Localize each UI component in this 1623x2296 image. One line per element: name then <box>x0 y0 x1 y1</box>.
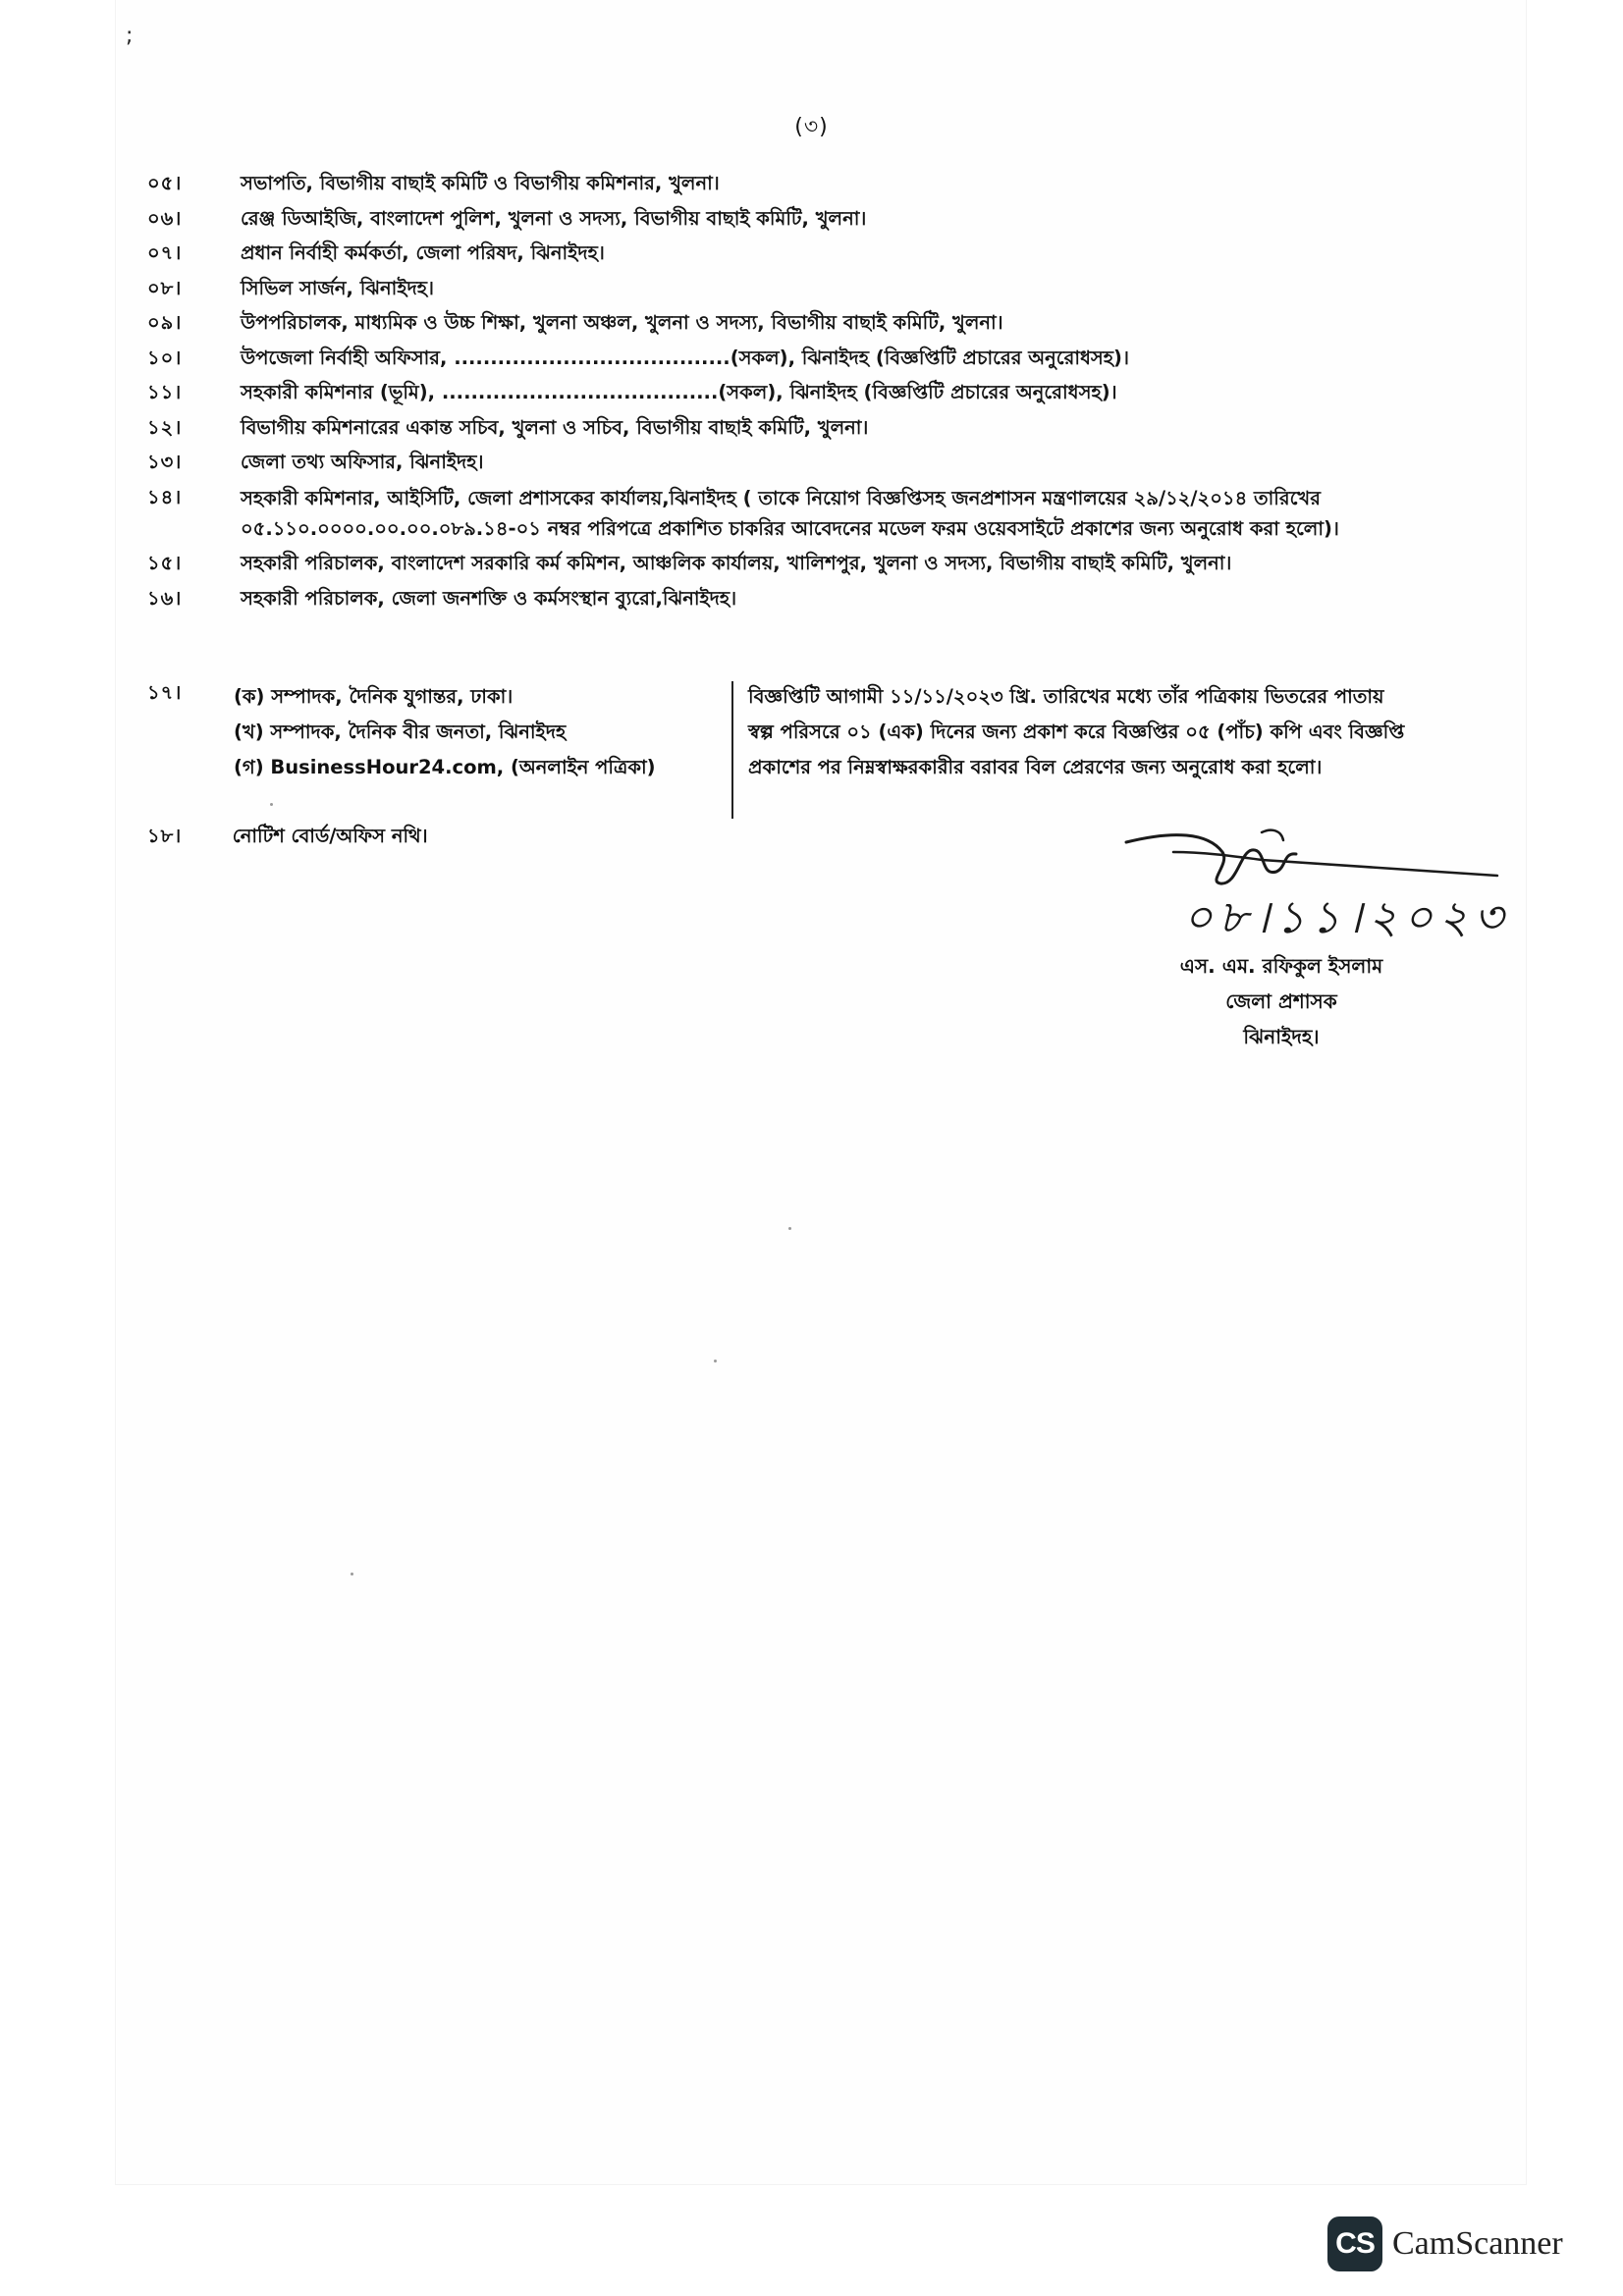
item-number: ১৫। <box>147 552 183 574</box>
list-item <box>147 413 1424 443</box>
item-number: ১৮। <box>147 825 183 847</box>
item-text: নোটিশ বোর্ড/অফিস নথি। <box>232 825 428 847</box>
item-number: ০৬। <box>147 206 183 230</box>
item-number: ১৪। <box>147 485 183 508</box>
corner-mark: ; <box>126 24 134 48</box>
item-text: জেলা তথ্য অফিসার, ঝিনাইদহ। <box>241 451 484 473</box>
item-text: সহকারী পরিচালক, বাংলাদেশ সরকারি কর্ম কমিশন, আঞ্চলিক কার্যালয়, খালিশপুর, খুলনা ও সদস্য, বিভাগীয় বাছাই কমিটি, খুলনা। <box>241 552 1232 574</box>
list-item <box>147 378 1424 407</box>
item-text: রেঞ্জ ডিআইজি, বাংলাদেশ পুলিশ, খুলনা ও সদস্য, বিভাগীয় বাছাই কমিটি, খুলনা। <box>241 206 867 230</box>
item-text: সিভিল সার্জন, ঝিনাইদহ। <box>241 276 434 299</box>
camscanner-logo-icon: CS <box>1327 2216 1382 2271</box>
newspaper-item: (গ) BusinessHour24.com, (অনলাইন পত্রিকা) <box>234 756 656 778</box>
list-item <box>147 308 1424 338</box>
list-item <box>147 448 1424 477</box>
item-number: ১৩। <box>147 451 183 473</box>
newspaper-item: (খ) সম্পাদক, দৈনিক বীর জনতা, ঝিনাইদহ <box>234 721 567 743</box>
scan-speck <box>351 1573 353 1575</box>
list-item <box>147 169 1424 198</box>
scan-speck <box>270 803 273 806</box>
item-number: ০৮। <box>147 276 183 299</box>
item-text: প্রধান নির্বাহী কর্মকর্তা, জেলা পরিষদ, ঝিনাইদহ। <box>241 241 605 264</box>
item-number: ১০। <box>147 346 183 369</box>
item-text: বিভাগীয় কমিশনারের একান্ত সচিব, খুলনা ও সচিব, বিভাগীয় বাছাই কমিটি, খুলনা। <box>241 415 869 439</box>
item-text: উপজেলা নির্বাহী অফিসার, ......................................(সকল), ঝিনাইদহ (বিজ্ঞপ্তিটি প্রচারের অনুরোধসহ)। <box>241 346 1129 369</box>
distribution-list <box>147 169 1424 618</box>
item-text: সহকারী পরিচালক, জেলা জনশক্তি ও কর্মসংস্থান ব্যুরো,ঝিনাইদহ। <box>241 586 737 610</box>
publication-instruction: বিজ্ঞপ্তিটি আগামী ১১/১১/২০২৩ খ্রি. তারিখের মধ্যে তাঁর পত্রিকায় ভিতরের পাতায় স্বল্প পরিসরে ০১ (এক) দিনের জন্য প্রকাশ করে বিজ্ঞপ্তির ০৫ (পাঁচ) কপি এবং বিজ্ঞপ্তি প্রকাশের পর নিম্নস্বাক্ষরকারীর বরাবর বিল প্রেরণের জন্য অনুরোধ করা হলো। <box>748 685 1405 778</box>
list-item <box>147 483 1424 544</box>
item-number: ০৭। <box>147 241 183 264</box>
item-text: সহকারী কমিশনার, আইসিটি, জেলা প্রশাসকের কার্যালয়,ঝিনাইদহ ( তাকে নিয়োগ বিজ্ঞপ্তিসহ জনপ্রশাসন মন্ত্রণালয়ের ২৯/১২/২০১৪ তারিখের ০৫.১১০.০০০০.০০.০০.০৮৯.১৪-০১ নম্বর পরিপত্রে প্রকাশিত চাকরির আবেদনের মডেল ফরম ওয়েবসাইটে প্রকাশের জন্য অনুরোধ করা হলো)। <box>241 486 1339 540</box>
signatory-designation: জেলা প্রশাসক <box>1225 989 1337 1013</box>
list-item <box>147 823 428 854</box>
camscanner-badge <box>1327 2217 1563 2270</box>
signature-date: ০৮।১১।২০২৩ <box>1183 890 1509 943</box>
item-number: ০৯। <box>147 311 183 334</box>
signatory-name: এস. এম. রফিকুল ইসলাম <box>1179 954 1383 978</box>
vertical-divider <box>731 681 733 819</box>
list-item <box>147 274 1424 303</box>
item-text: সভাপতি, বিভাগীয় বাছাই কমিটি ও বিভাগীয় কমিশনার, খুলনা। <box>241 172 720 194</box>
item-number: ০৫। <box>147 172 183 194</box>
page-number: (৩) <box>794 115 829 139</box>
item-number: ১২। <box>147 415 183 439</box>
scan-speck <box>714 1360 717 1362</box>
signatory-location: ঝিনাইদহ। <box>1243 1025 1320 1048</box>
item-number: ১৭। <box>147 681 183 704</box>
item-text: সহকারী কমিশনার (ভূমি), ......................................(সকল), ঝিনাইদহ (বিজ্ঞপ্তিটি প্রচারের অনুরোধসহ)। <box>241 381 1117 403</box>
list-item <box>147 344 1424 373</box>
signatory-block <box>1119 948 1414 1054</box>
camscanner-name: CamScanner <box>1392 2225 1563 2262</box>
list-item <box>147 204 1424 234</box>
list-item <box>147 584 1424 614</box>
list-item <box>147 239 1424 268</box>
scan-speck <box>788 1227 791 1230</box>
list-item <box>147 549 1424 578</box>
item-number: ১১। <box>147 381 183 403</box>
press-section <box>147 679 1424 827</box>
item-number: ১৬। <box>147 586 183 610</box>
newspaper-item: (ক) সম্পাদক, দৈনিক যুগান্তর, ঢাকা। <box>234 685 514 708</box>
item-text: উপপরিচালক, মাধ্যমিক ও উচ্চ শিক্ষা, খুলনা অঞ্চল, খুলনা ও সদস্য, বিভাগীয় বাছাই কমিটি, খুলনা। <box>241 311 1003 334</box>
